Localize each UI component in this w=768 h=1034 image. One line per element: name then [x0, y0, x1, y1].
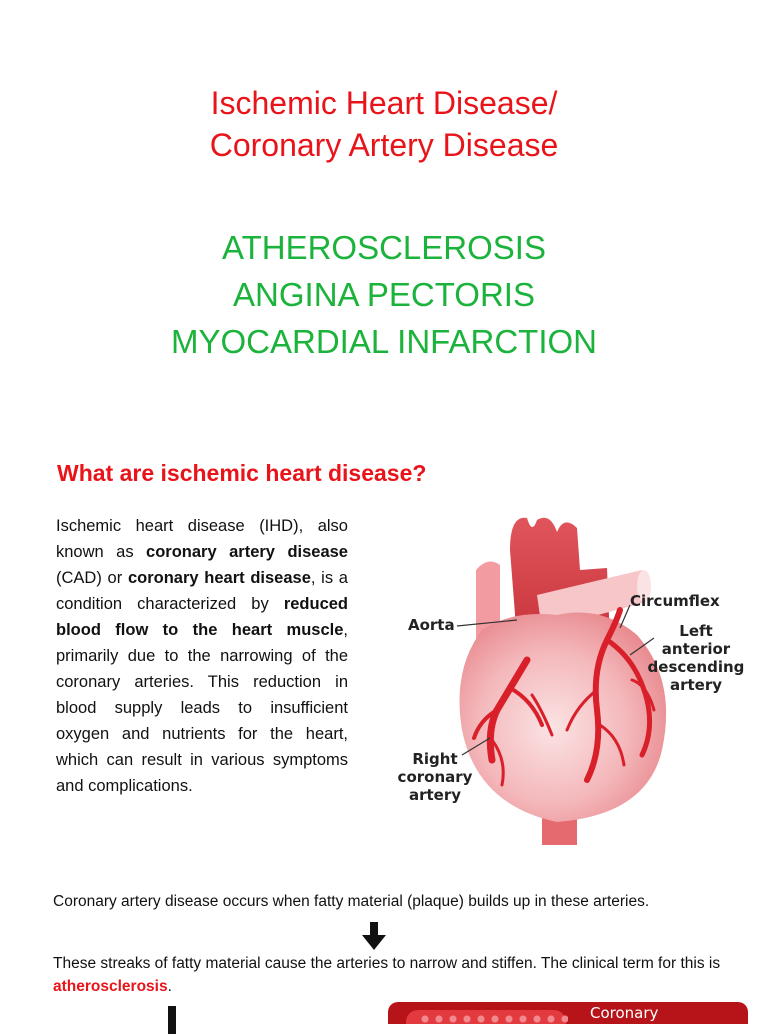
down-arrow-icon-2 [160, 1006, 184, 1034]
label-lad-line-1: Left [679, 622, 713, 640]
label-rca-line-1: Right [412, 750, 458, 768]
intro-text-3: , is a condition characterized by [56, 569, 348, 613]
intro-paragraph [56, 513, 348, 799]
subtopic-angina-pectoris: ANGINA PECTORIS [233, 276, 535, 313]
coronary-artery-illustration [388, 1002, 748, 1024]
intro-text-4: , primarily due to the narrowing of the coronary arteries. This reduction in blood supply leads to insufficient oxygen and nutrients for the heart, which can result in various symptoms and complications. [56, 621, 348, 795]
section-heading: What are ischemic heart disease? [57, 460, 427, 486]
subtopic-myocardial-infarction: MYOCARDIAL INFARCTION [171, 323, 597, 360]
heart-diagram [392, 510, 752, 845]
plaque-paragraph: Coronary artery disease occurs when fatty material (plaque) builds up in these arteries. [53, 893, 650, 910]
intro-bold-3: reduced blood flow to the heart muscle [56, 595, 348, 639]
title-line-2: Coronary Artery Disease [209, 127, 559, 163]
label-lad-line-4: artery [669, 676, 723, 694]
intro-bold-1: coronary artery disease [146, 543, 348, 561]
atherosclerosis-paragraph [53, 952, 733, 998]
label-right-coronary-artery [394, 750, 476, 804]
label-lad-line-3: descending [647, 658, 745, 676]
subtopic-list [0, 224, 768, 365]
para-3-end: . [167, 978, 172, 995]
para-3-text: These streaks of fatty material cause the arteries to narrow and stiffen. The clinical term for this is [53, 955, 721, 972]
subtopic-atherosclerosis: ATHEROSCLEROSIS [222, 229, 546, 266]
atherosclerosis-term: atherosclerosis [53, 978, 168, 995]
label-aorta: Aorta [408, 616, 455, 634]
page-title [0, 82, 768, 166]
intro-text-2: (CAD) or [56, 569, 128, 587]
label-rca-line-2: coronary [397, 768, 473, 786]
blood-cells [418, 1014, 568, 1024]
intro-text-1: Ischemic heart disease (IHD), also known as [56, 517, 348, 561]
down-arrow-icon [362, 922, 386, 950]
intro-bold-2: coronary heart disease [127, 569, 311, 587]
label-left-anterior-descending [646, 622, 746, 694]
label-lad-line-2: anterior [661, 640, 731, 658]
title-line-1: Ischemic Heart Disease/ [210, 85, 558, 121]
banner-label: Coronary [590, 1004, 659, 1022]
label-circumflex: Circumflex [630, 592, 720, 610]
label-rca-line-3: artery [408, 786, 462, 804]
